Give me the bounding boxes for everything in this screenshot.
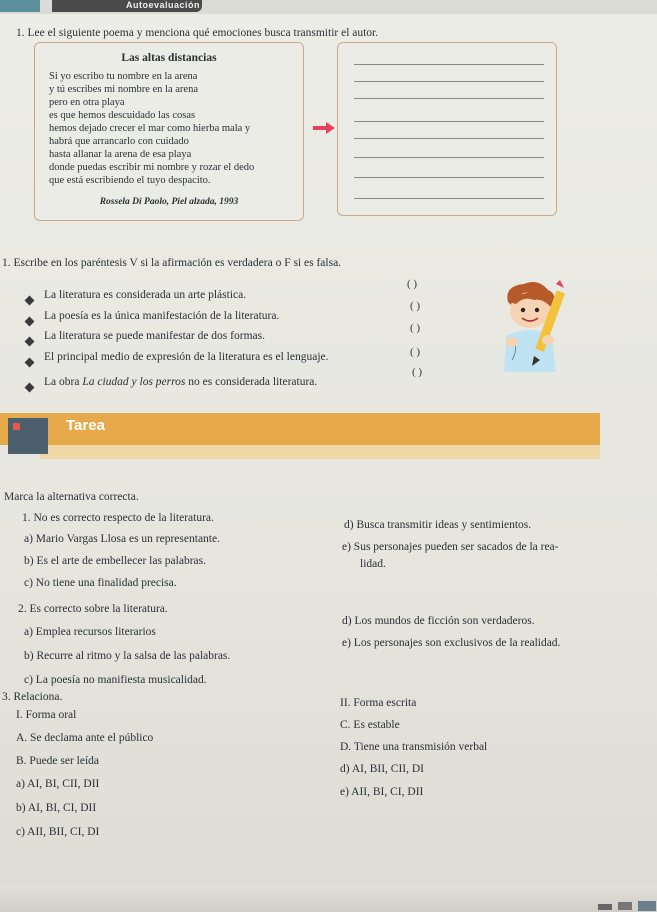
arrow-right-icon <box>312 121 336 135</box>
option-c[interactable]: c) AII, BII, CI, DI <box>16 826 100 838</box>
statement-text: La literatura se puede manifestar de dos formas. <box>44 330 265 342</box>
option-a[interactable]: a) Emplea recursos literarios <box>24 626 156 638</box>
option-c[interactable]: c) No tiene una finalidad precisa. <box>24 577 177 589</box>
relation-item: D. Tiene una transmisión verbal <box>340 741 488 753</box>
answer-line[interactable] <box>354 138 544 139</box>
column-title: I. Forma oral <box>16 709 77 721</box>
answer-line[interactable] <box>354 64 544 65</box>
poem-line: es que hemos descuidado las cosas <box>49 110 196 121</box>
exercise2-instruction: 1. Escribe en los paréntesis V si la afirmación es verdadera o F si es falsa. <box>2 257 342 269</box>
answer-parentheses[interactable]: ( ) <box>412 366 423 378</box>
poem-line: pero en otra playa <box>49 97 125 108</box>
relation-item: C. Es estable <box>340 719 400 731</box>
answer-line[interactable] <box>354 98 544 99</box>
poem-attribution: Rossela Di Paolo, Piel alzada, 1993 <box>99 197 239 207</box>
section-label: Autoevaluación <box>126 0 201 10</box>
poem-line: hemos dejado crecer el mar como hierba mala y <box>49 123 251 134</box>
device-status-icons <box>590 900 657 912</box>
option-b[interactable]: b) Es el arte de embellecer las palabras. <box>24 555 206 567</box>
exercise1-instruction: 1. Lee el siguiente poema y menciona qué emociones busca transmitir el autor. <box>16 27 379 39</box>
column-title: II. Forma escrita <box>340 697 417 709</box>
poem-line: que está escribiendo el tuyo despacito. <box>49 175 211 186</box>
header-accent <box>0 0 40 12</box>
answer-line[interactable] <box>354 121 544 122</box>
poem-line: Si yo escribo tu nombre en la arena <box>49 71 198 82</box>
section-header <box>52 0 202 12</box>
relation-item: B. Puede ser leída <box>16 755 100 767</box>
boy-with-pencil-illustration <box>494 280 574 376</box>
answer-line[interactable] <box>354 81 544 82</box>
tarea-title: Tarea <box>66 417 105 434</box>
answer-parentheses[interactable]: ( ) <box>407 278 418 290</box>
tarea-intro: Marca la alternativa correcta. <box>4 491 139 503</box>
option-e[interactable]: e) Los personajes son exclusivos de la realidad. <box>342 637 561 649</box>
statement-text: La literatura es considerada un arte plástica. <box>44 289 247 301</box>
poem-line: habrá que arrancarlo con cuidado <box>49 136 189 147</box>
option-d[interactable]: d) Busca transmitir ideas y sentimientos. <box>344 519 532 531</box>
option-b[interactable]: b) Recurre al ritmo y la salsa de las palabras. <box>24 650 231 662</box>
poem-title: Las altas distancias <box>121 52 217 64</box>
option-e-continued: lidad. <box>360 558 386 570</box>
bullet-diamond-icon <box>26 312 33 330</box>
statement-text: El principal medio de expresión de la literatura es el lenguaje. <box>44 351 329 363</box>
option-d[interactable]: d) Los mundos de ficción son verdaderos. <box>342 615 535 627</box>
option-a[interactable]: a) Mario Vargas Llosa es un representante. <box>24 533 220 545</box>
poem-line: hasta allanar la arena de esa playa <box>49 149 192 160</box>
tarea-marker-icon <box>13 423 20 430</box>
answer-lines-box[interactable] <box>337 42 557 216</box>
statement-text: La poesía es la única manifestación de la literatura. <box>44 310 280 322</box>
bullet-diamond-icon <box>26 291 33 309</box>
question-stem: 3. Relaciona. <box>2 691 63 703</box>
option-d[interactable]: d) AI, BII, CII, DI <box>340 763 424 775</box>
bullet-diamond-icon <box>26 378 33 396</box>
option-b[interactable]: b) AI, BI, CI, DII <box>16 802 97 814</box>
poem-box <box>34 42 304 221</box>
answer-line[interactable] <box>354 198 544 199</box>
option-e[interactable]: e) AII, BI, CI, DII <box>340 786 424 798</box>
question-stem: 1. No es correcto respecto de la literatura. <box>22 512 214 524</box>
poem-line: y tú escribes mi nombre en la arena <box>49 84 198 95</box>
poem-line: donde puedas escribir mi nombre y rozar el dedo <box>49 162 255 173</box>
page-bottom-edge <box>0 886 657 912</box>
answer-parentheses[interactable]: ( ) <box>410 300 421 312</box>
tarea-banner-shadow <box>40 445 600 459</box>
bullet-diamond-icon <box>26 353 33 371</box>
bullet-diamond-icon <box>26 332 33 350</box>
option-a[interactable]: a) AI, BI, CII, DII <box>16 778 100 790</box>
question-stem: 2. Es correcto sobre la literatura. <box>18 603 168 615</box>
statement-text: La obra La ciudad y los perros no es considerada literatura. <box>44 376 318 388</box>
relation-item: A. Se declama ante el público <box>16 732 154 744</box>
option-e[interactable]: e) Sus personajes pueden ser sacados de la rea- <box>342 541 559 553</box>
option-c[interactable]: c) La poesía no manifiesta musicalidad. <box>24 674 207 686</box>
answer-line[interactable] <box>354 177 544 178</box>
answer-parentheses[interactable]: ( ) <box>410 346 421 358</box>
answer-parentheses[interactable]: ( ) <box>410 322 421 334</box>
answer-line[interactable] <box>354 157 544 158</box>
